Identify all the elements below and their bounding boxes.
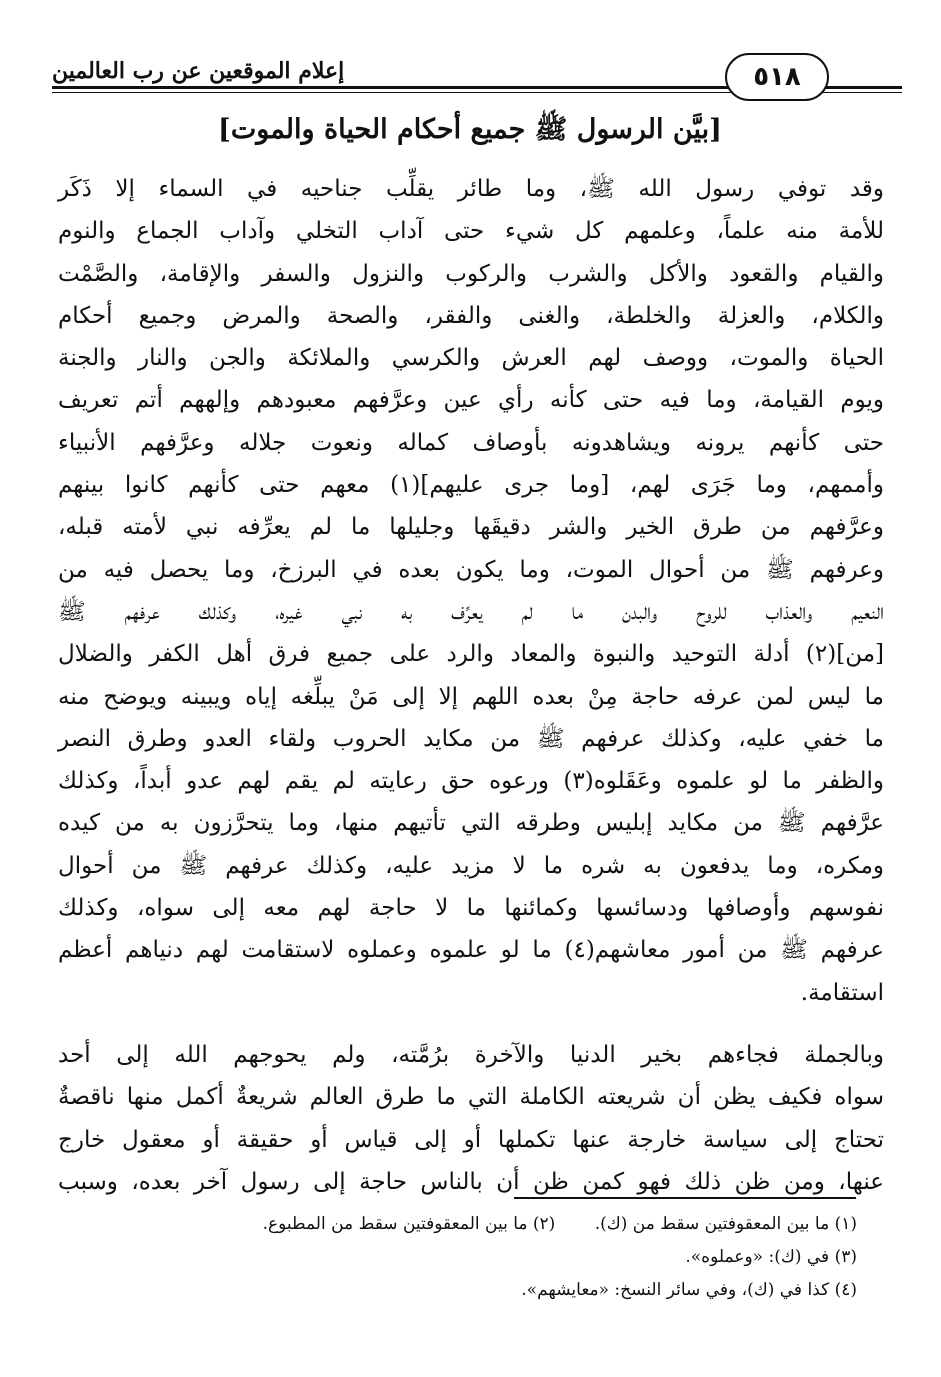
text-line: وعرفهم ﷺ من أحوال الموت، وما يكون بعده في البرزخ، وما يحصل فيه من <box>58 556 884 583</box>
text-line: ما خفي عليه، وكذلك عرفهم ﷺ من مكايد الحروب ولقاء العدو وطرق النصر <box>58 725 884 752</box>
text-line: عنها، ومن ظن ذلك فهو كمن ظن أن بالناس حاجة إلى رسول آخر بعده، وسبب <box>58 1168 884 1195</box>
footnote-row <box>100 1274 857 1307</box>
text-line: والظفر ما لو علموه وعَقَلوه(٣) ورعوه حق رعايته لم يقم لهم عدو أبداً، وكذلك <box>58 768 884 795</box>
text-line: والكلام، والعزلة والخلطة، والغنى والفقر، والصحة والمرض وجميع أحكام <box>58 302 884 329</box>
text-line: الحياة والموت، ووصف لهم العرش والكرسي والملائكة والجن والنار والجنة <box>58 345 884 372</box>
text-line: ومكره، وما يدفعون به شره ما لا مزيد عليه، وكذلك عرفهم ﷺ من أحوال <box>58 852 884 879</box>
footnotes <box>100 1208 857 1307</box>
text-line: تحتاج إلى سياسة خارجة عنها تكملها أو إلى قياس أو حقيقة أو معقول خارج <box>58 1126 884 1153</box>
text-line: عرَّفهم ﷺ من مكايد إبليس وطرقه التي تأتيهم منها، وما يتحرَّزون به من كيده <box>58 810 884 837</box>
body-text <box>58 168 884 1203</box>
text-line: وقد توفي رسول الله ﷺ، وما طائر يقلِّب جناحيه في السماء إلا ذَكَر <box>58 176 884 202</box>
text-line: وأممهم، وما جَرَى لهم، [وما جرى عليهم](١) معهم حتى كأنهم كانوا بينهم <box>58 472 884 499</box>
text-line: استقامة. <box>800 979 884 1006</box>
text-line: سواه فكيف يظن أن شريعته الكاملة التي ما طرق العالم شريعةٌ أكمل منها ناقصةٌ <box>58 1084 884 1111</box>
footnote-row <box>100 1241 857 1274</box>
section-heading: [بيَّن الرسول ﷺ جميع أحكام الحياة والموت] <box>218 114 722 145</box>
paragraph-1 <box>58 168 884 1014</box>
text-line: حتى كأنهم يرونه ويشاهدونه بأوصاف كماله ونعوت جلاله وعرَّفهم الأنبياء <box>58 429 884 456</box>
footnote-separator <box>514 1197 856 1199</box>
footnote-3: (٣) في (ك): «وعملوه». <box>685 1247 857 1267</box>
footnote-row <box>100 1208 857 1241</box>
page-number: ٥١٨ <box>725 53 829 101</box>
footnote-2: (٢) ما بين المعقوفتين سقط من المطبوع. <box>262 1214 556 1234</box>
footnote-4: (٤) كذا في (ك)، وفي سائر النسخ: «معايشهم». <box>521 1280 857 1300</box>
text-line: وبالجملة فجاءهم بخير الدنيا والآخرة برُمَّته، ولم يحوجهم الله إلى أحد <box>58 1041 884 1068</box>
text-line: ويوم القيامة، وما فيه حتى كأنه رأي عين وعرَّفهم معبودهم وإلههم أتم تعريف <box>58 387 884 414</box>
text-line: ما ليس لمن عرفه حاجة مِنْ بعده اللهم إلا إلى مَنْ يبلِّغه إياه ويبينه ويوضح منه <box>58 683 884 710</box>
text-line: والقيام والقعود والأكل والشرب والركوب والنزول والسفر والإقامة، والصَّمْت <box>58 260 884 287</box>
running-header-title: إعلام الموقعين عن رب العالمين <box>52 58 345 84</box>
text-line: النعيم والعذاب للروح والبدن ما لم يعرِّف به نبي غيره، وكذلك عرفهم ﷺ <box>58 598 884 625</box>
paragraph-2 <box>58 1034 884 1203</box>
text-line: للأمة منه علماً، وعلمهم كل شيء حتى آداب التخلي وآداب الجماع والنوم <box>58 218 884 245</box>
text-line: عرفهم ﷺ من أمور معاشهم(٤) ما لو علموه وعملوه لاستقامت لهم دنياهم أعظم <box>58 937 884 964</box>
text-line: نفوسهم وأوصافها ودسائسها وكمائنها ما لا حاجة لهم معه إلى سواه، وكذلك <box>58 895 884 922</box>
paragraph-gap <box>58 1014 884 1034</box>
footnote-1: (١) ما بين المعقوفتين سقط من (ك). <box>594 1214 857 1234</box>
text-line: [من](٢) أدلة التوحيد والنبوة والمعاد والرد على جميع فرق أهل الكفر والضلال <box>58 641 884 668</box>
text-line: وعرَّفهم من طرق الخير والشر دقيقَها وجليلها ما لم يعرِّفه نبي لأمته قبله، <box>58 514 884 541</box>
